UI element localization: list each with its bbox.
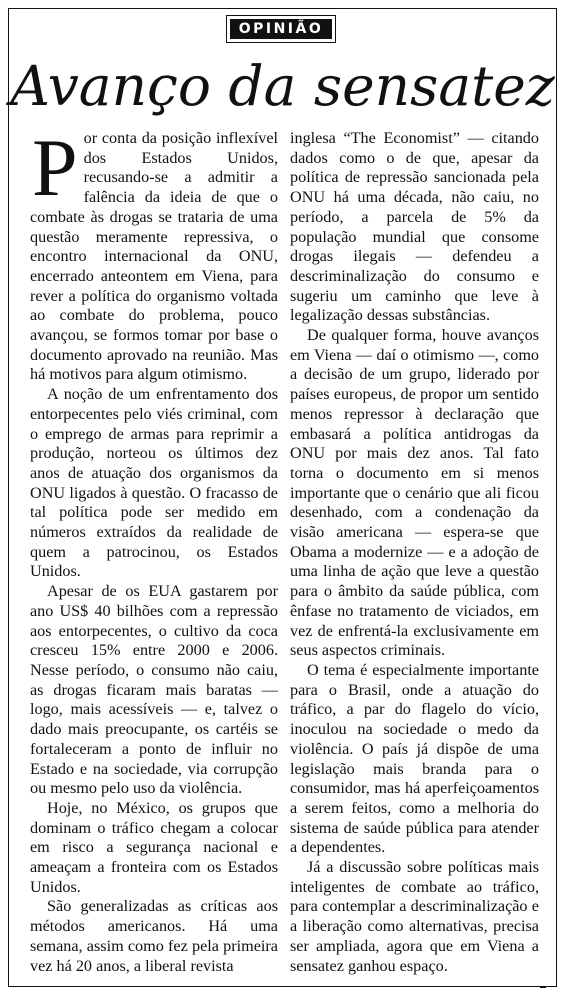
paragraph: Já a discussão sobre políticas mais inteligentes de combate ao tráfico, para contemplar a descriminalização e a liberação como alternativas, precisa ser ampliada, agora que em Viena a sensatez ganhou espaço. [290,858,539,975]
continued-paragraph: inglesa “The Economist” — citando dados como o de que, apesar da política de repressão sancionada pela ONU há uma década, não caiu, no período, a parcela de 5% da população mundial que consome drogas ilegais — defendeu a descriminalização do consumo e sugeriu um caminho que leve à legalização dessas substâncias. [290,129,539,325]
headline: Avanço da sensatez [10,54,555,118]
section-label-box [226,15,336,43]
paragraph: De qualquer forma, houve avanços em Viena — daí o otimismo —, como a decisão de um grupo, liderado por países europeus, de propor um sentido menos repressor à declaração que embasará a política antidrogas da ONU por mais dez anos. Tal fato torna o documento em si menos importante que o cenário que ali ficou desenhado, com a condenação da visão americana — espera-se que Obama a modernize — e a adoção de uma linha de ação que leve a questão para o âmbito da saúde pública, com ênfase no tratamento de viciados, em vez de enfrentá-la exclusivamente em seus aspectos criminais. [290,326,539,660]
article-column-1 [30,122,278,976]
drop-cap: P [32,122,78,213]
paragraph: Apesar de os EUA gastarem por ano US$ 40 bilhões com a repressão aos entorpecentes, o cultivo da coca cresceu 15% entre 2000 e 2006. Nesse período, o consumo não caiu, as drogas ficaram mais baratas — logo, mais acessíveis — e, talvez o dado mais preocupante, os cartéis se fortaleceram a ponto de influir no Estado e na sociedade, via corrupção ou mesmo pelo uso da violência. [30,582,278,798]
section-label: OPINIÃO [230,19,332,39]
paragraph: São generalizadas as críticas aos métodos americanos. Há uma semana, assim como fez pela primeira vez há 20 anos, a liberal revista [30,897,278,975]
paragraph: Hoje, no México, os grupos que dominam o tráfico chegam a colocar em risco a segurança nacional e ameaçam a fronteira com os Estados Unidos. [30,798,278,896]
corner-mark [540,986,546,988]
paragraph: A noção de um enfrentamento dos entorpecentes pelo viés criminal, com o emprego de armas para reprimir a produção, norteou os últimos dez anos de atuação dos organismos da ONU ligados à questão. O fracasso de tal política pode ser medido em números extraídos da realidade de quem a patrocinou, os Estados Unidos. [30,385,278,581]
lead-paragraph-text: or conta da posição inflexível dos Estados Unidos, recusando-se a admitir a falência da ideia de que o combate às drogas se trataria de uma questão meramente repressiva, o encontro internacional da ONU, encerrado anteontem em Viena, para rever a política do organismo voltada ao combate do problema, pouco avançou, se formos tomar por base o documento aprovado na reunião. Mas há motivos para algum otimismo. [30,129,278,384]
article-column-2 [290,129,539,976]
paragraph: O tema é especialmente importante para o Brasil, onde a atuação do tráfico, a par do flagelo do vício, inoculou na sociedade o medo da violência. O país já dispõe de uma legislação mais branda para o consumidor, mas há aperfeiçoamentos a serem feitos, como a melhoria do sistema de saúde pública para atender a dependentes. [290,660,539,857]
lead-paragraph [30,122,278,385]
